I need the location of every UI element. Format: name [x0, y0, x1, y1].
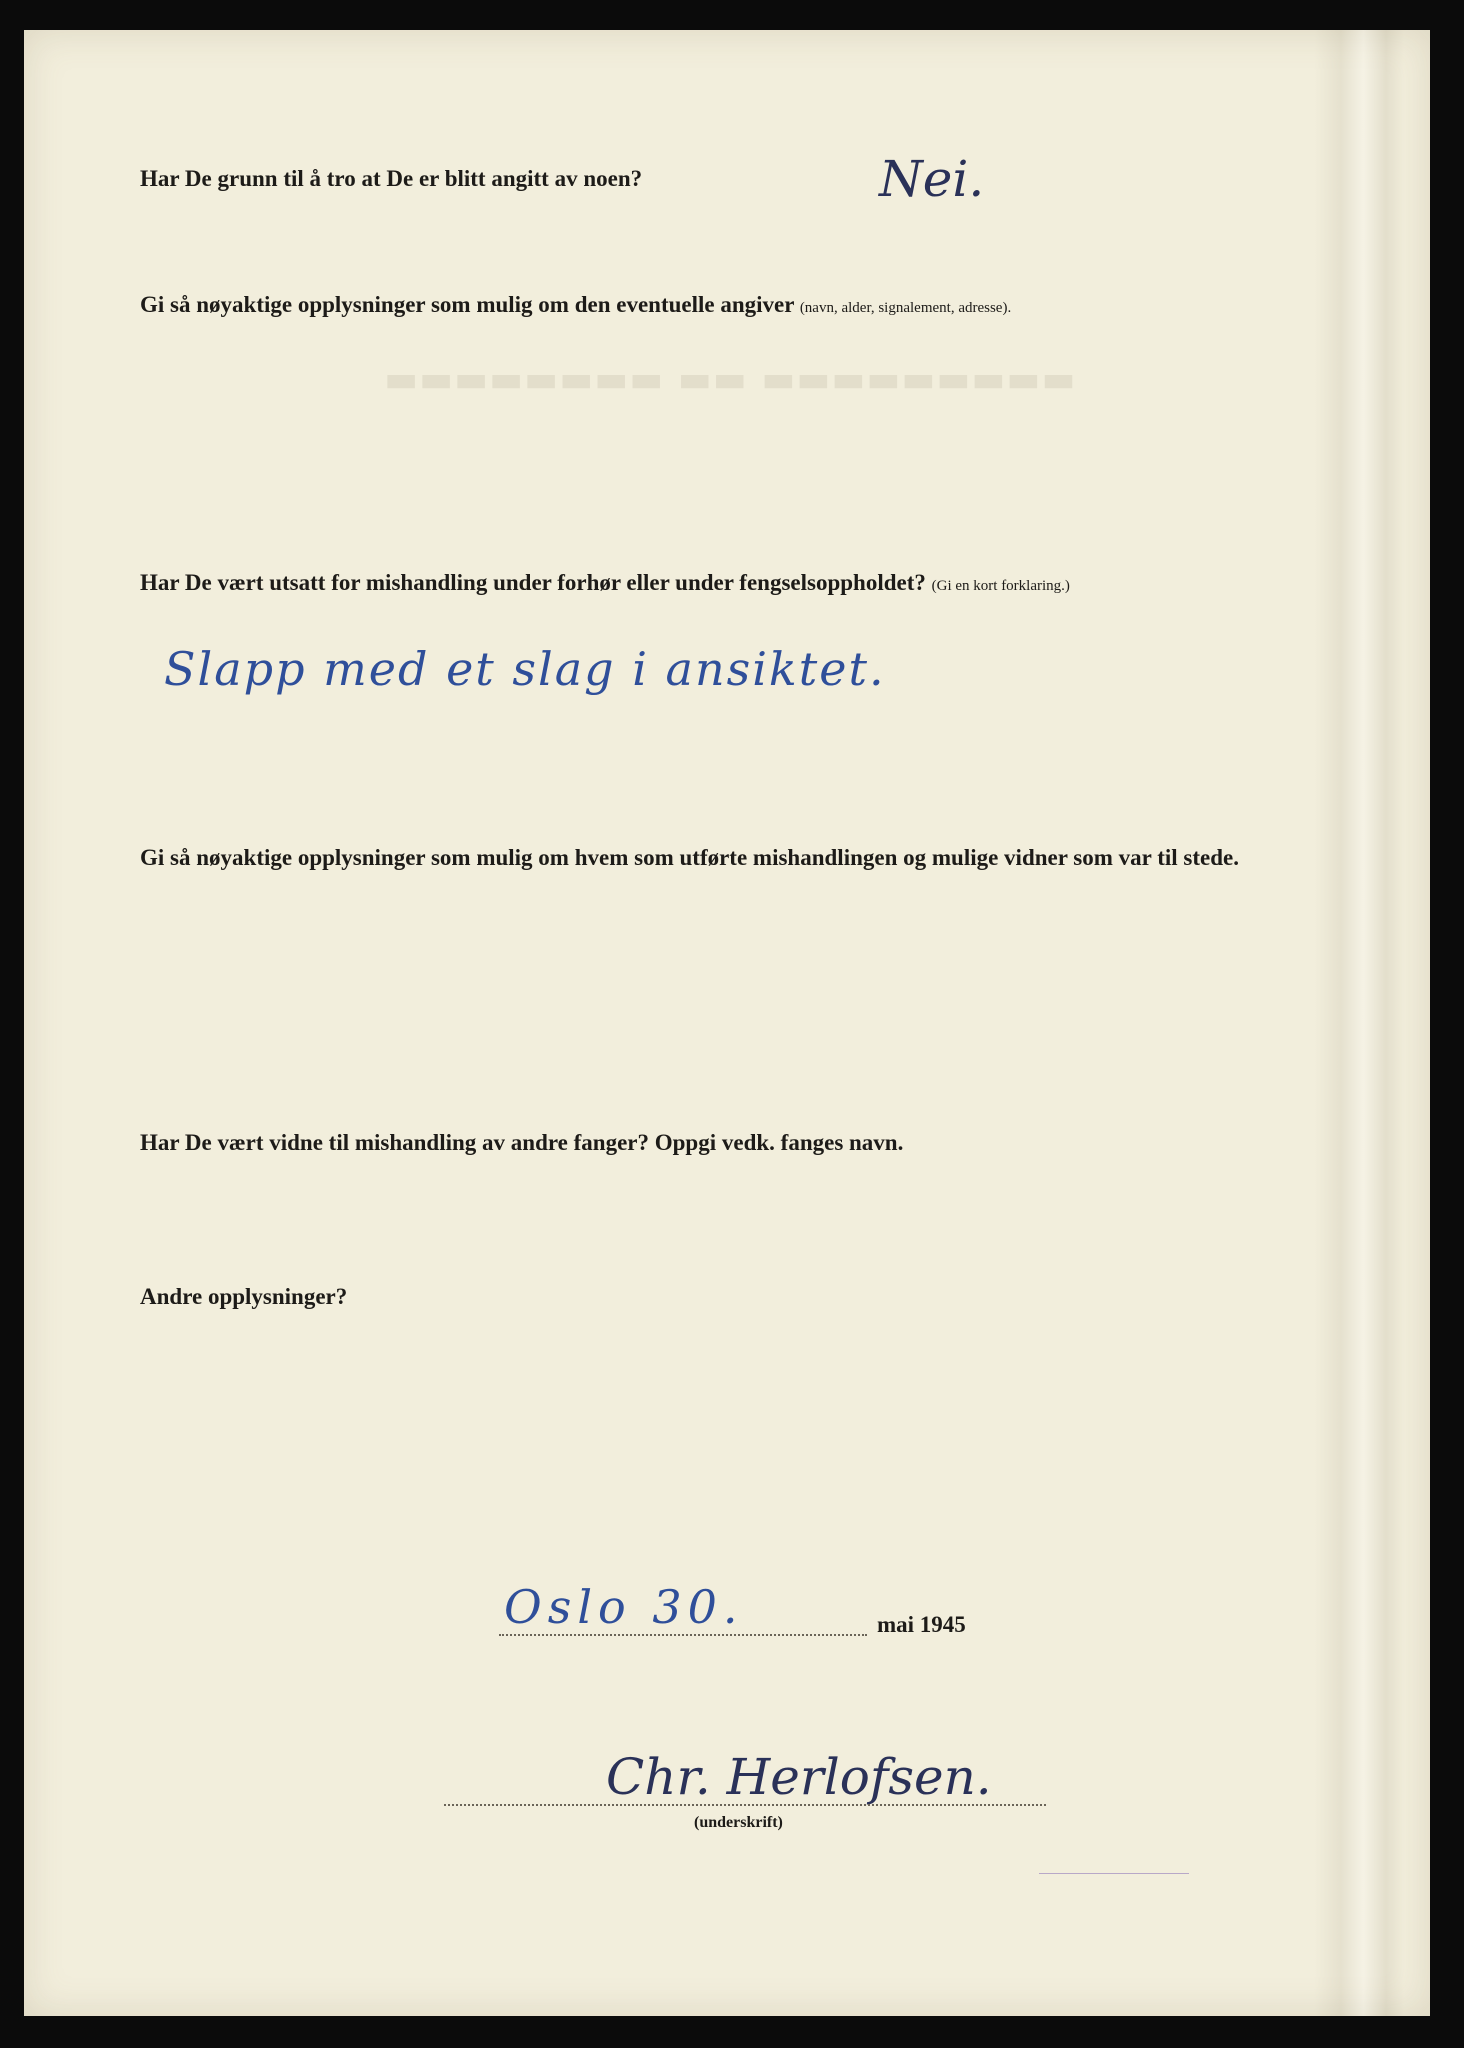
date-dotted-line: [499, 1634, 867, 1636]
signature-label: (underskrift): [694, 1814, 783, 1831]
question-vidne: Har De vært vidne til mishandling av andre fanger? Oppgi vedk. fanges navn.: [140, 1130, 904, 1155]
question-mishandling: [140, 570, 1070, 596]
bleed-through-heading: ▬▬▬▬▬▬▬▬ ▬▬ ▬▬▬▬▬▬▬▬▬: [384, 358, 1077, 400]
question-angiver-note: (navn, alder, signalement, adresse).: [799, 300, 1012, 316]
question-angiver: [140, 292, 1011, 318]
page-fold-shadow: [1314, 30, 1404, 2016]
place-date-handwritten: Oslo 30.: [504, 1580, 744, 1634]
question-angitt: Har De grunn til å tro at De er blitt angitt av noen?: [140, 166, 643, 191]
signature-handwritten: Chr. Herlofsen.: [606, 1748, 992, 1806]
answer-angitt: Nei.: [879, 150, 985, 208]
question-mishandling-main: Har De vært utsatt for mishandling under forhør eller under fengselsoppholdet?: [140, 570, 926, 595]
question-mishandling-note: (Gi en kort forklaring.): [931, 578, 1070, 594]
signature-dotted-line: [444, 1804, 1046, 1806]
month-year: mai 1945: [877, 1612, 966, 1637]
question-andre-opplysninger: Andre opplysninger?: [140, 1284, 348, 1309]
answer-mishandling: Slapp med et slag i ansiktet.: [164, 642, 886, 696]
form-page: [24, 30, 1430, 2016]
question-utforte-mishandlingen: Gi så nøyaktige opplysninger som mulig om hvem som utførte mishandlingen og mulige vidner som var til stede.: [140, 845, 1239, 870]
stray-mark: [1039, 1873, 1189, 1874]
question-angiver-main: Gi så nøyaktige opplysninger som mulig om den eventuelle angiver: [140, 292, 795, 317]
